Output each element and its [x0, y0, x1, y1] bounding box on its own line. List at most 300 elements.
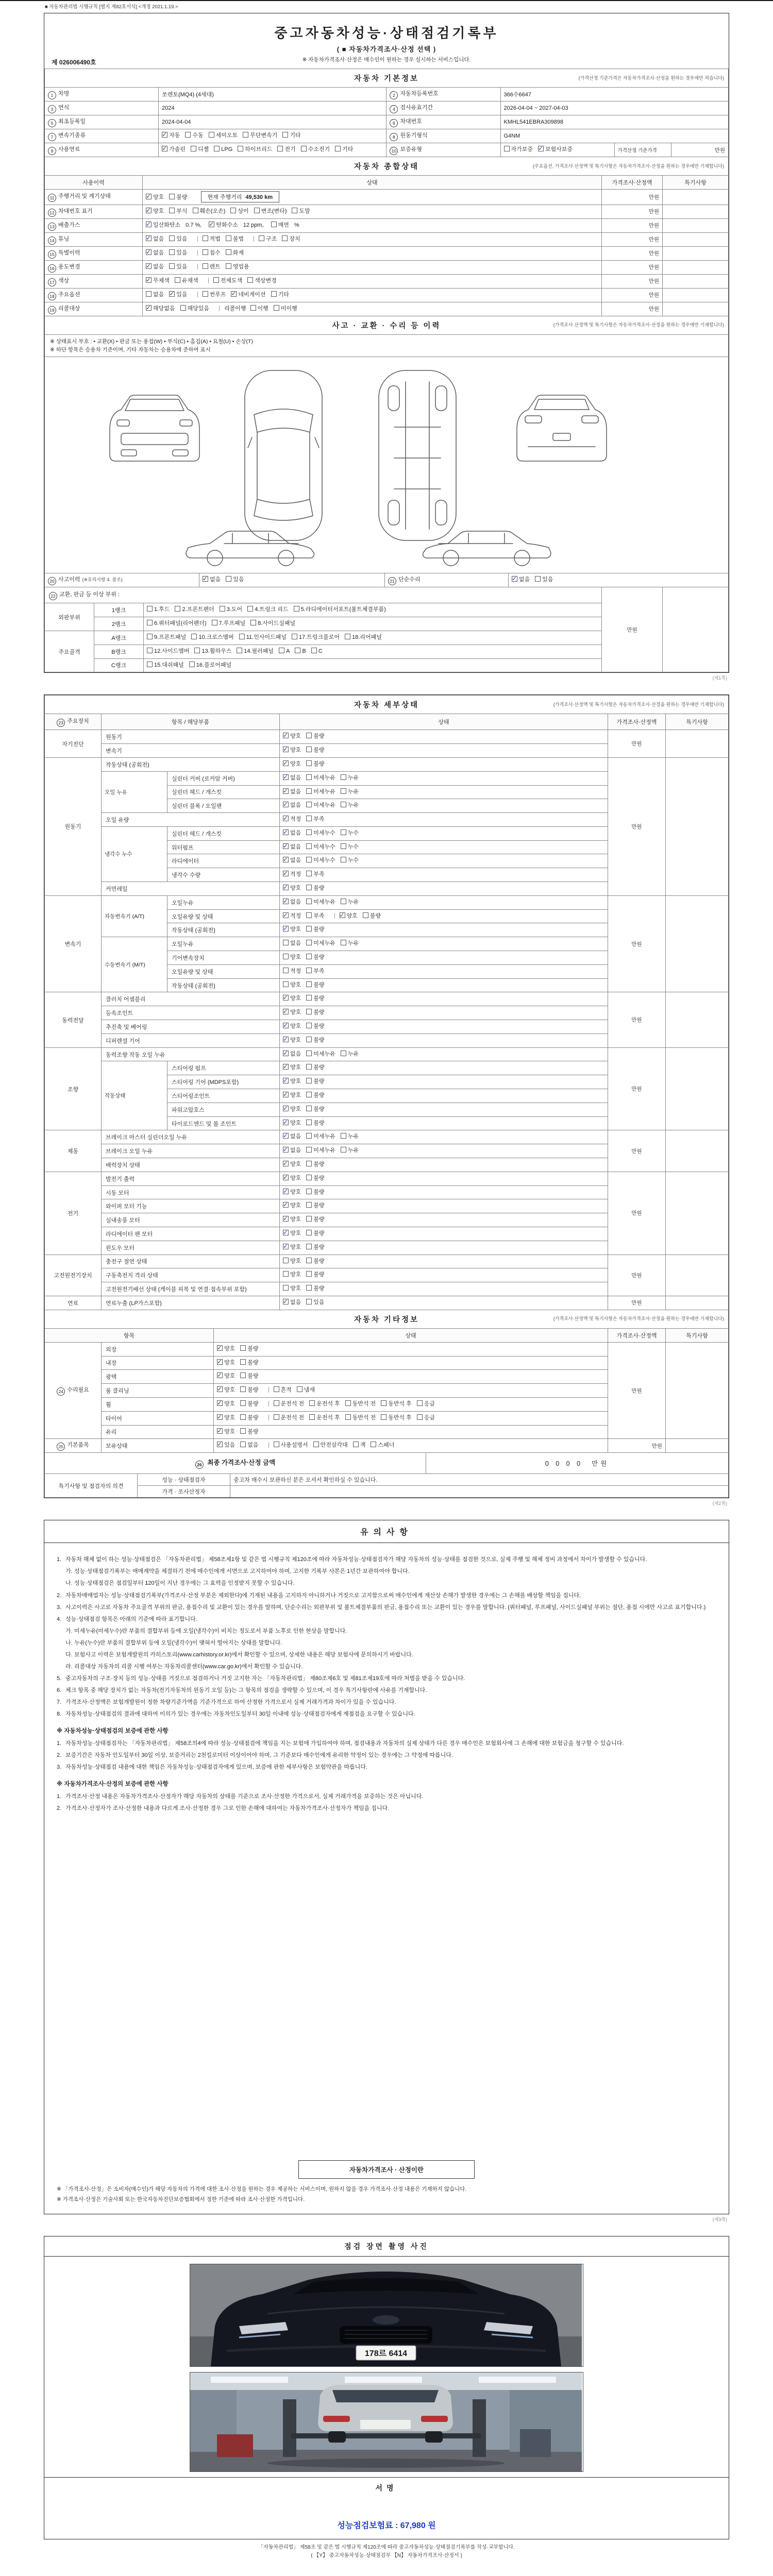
checkbox-option[interactable]	[240, 1344, 258, 1354]
checkbox-icon[interactable]	[243, 132, 248, 138]
checkbox-icon[interactable]	[283, 968, 289, 973]
checkbox-icon[interactable]	[341, 1050, 346, 1056]
checkbox-option[interactable]	[238, 145, 272, 155]
checkbox-option[interactable]	[282, 234, 300, 245]
checkbox-icon[interactable]	[363, 912, 368, 918]
checkbox-option[interactable]	[271, 290, 289, 300]
checkbox-icon[interactable]	[297, 1386, 303, 1392]
checkbox-option[interactable]	[175, 276, 198, 286]
checkbox-option[interactable]	[283, 1284, 301, 1294]
checkbox-icon[interactable]	[240, 1359, 246, 1365]
checkbox-checked-icon[interactable]	[217, 1345, 223, 1351]
checkbox-option[interactable]	[283, 939, 301, 949]
checkbox-icon[interactable]	[240, 1372, 246, 1378]
checkbox-option[interactable]	[306, 870, 324, 880]
checkbox-option[interactable]	[283, 967, 301, 977]
checkbox-option[interactable]	[283, 745, 301, 756]
checkbox-icon[interactable]	[306, 1023, 312, 1028]
checkbox-option[interactable]	[282, 131, 300, 141]
checkbox-option[interactable]	[306, 773, 335, 784]
checkbox-icon[interactable]	[341, 788, 346, 794]
checkbox-icon[interactable]	[306, 1189, 312, 1194]
checkbox-option[interactable]	[306, 1257, 324, 1267]
checkbox-option[interactable]	[306, 828, 335, 839]
checkbox-icon[interactable]	[306, 968, 312, 973]
checkbox-checked-icon[interactable]	[283, 829, 289, 835]
checkbox-option[interactable]	[277, 145, 295, 155]
checkbox-icon[interactable]	[306, 1271, 312, 1277]
checkbox-icon[interactable]	[306, 899, 312, 904]
checkbox-option[interactable]	[193, 207, 226, 217]
checkbox-option[interactable]	[146, 276, 170, 286]
checkbox-checked-icon[interactable]	[340, 912, 345, 918]
checkbox-icon[interactable]	[292, 208, 297, 213]
checkbox-option[interactable]	[309, 1413, 340, 1423]
checkbox-option[interactable]	[240, 1399, 258, 1410]
checkbox-option[interactable]	[240, 1358, 258, 1368]
checkbox-icon[interactable]	[250, 305, 256, 311]
checkbox-option[interactable]	[345, 1413, 376, 1423]
checkbox-icon[interactable]	[193, 208, 198, 213]
checkbox-icon[interactable]	[306, 1244, 312, 1249]
checkbox-option[interactable]	[283, 815, 301, 825]
checkbox-option[interactable]	[381, 1413, 412, 1423]
checkbox-checked-icon[interactable]	[283, 1147, 289, 1153]
checkbox-option[interactable]	[306, 1118, 324, 1129]
checkbox-option[interactable]	[306, 745, 324, 756]
checkbox-icon[interactable]	[146, 291, 152, 297]
checkbox-checked-icon[interactable]	[283, 1202, 289, 1208]
checkbox-option[interactable]	[259, 234, 277, 245]
checkbox-option[interactable]	[283, 732, 301, 742]
checkbox-option[interactable]	[341, 897, 359, 908]
checkbox-option[interactable]	[297, 1385, 315, 1396]
checkbox-option[interactable]	[313, 1440, 348, 1451]
checkbox-icon[interactable]	[295, 648, 300, 653]
checkbox-checked-icon[interactable]	[283, 1133, 289, 1139]
checkbox-option[interactable]	[226, 234, 244, 245]
checkbox-option[interactable]	[169, 234, 187, 245]
checkbox-icon[interactable]	[282, 132, 288, 138]
checkbox-option[interactable]	[147, 647, 189, 657]
checkbox-option[interactable]	[306, 1036, 324, 1046]
checkbox-option[interactable]	[381, 1399, 412, 1410]
checkbox-icon[interactable]	[203, 249, 208, 255]
checkbox-option[interactable]	[306, 801, 335, 811]
checkbox-checked-icon[interactable]	[146, 194, 152, 199]
checkbox-option[interactable]	[311, 647, 323, 657]
checkbox-option[interactable]	[309, 1399, 340, 1410]
checkbox-icon[interactable]	[274, 1414, 279, 1420]
checkbox-icon[interactable]	[306, 802, 312, 807]
checkbox-option[interactable]	[283, 1091, 301, 1101]
checkbox-option[interactable]	[240, 1440, 258, 1451]
checkbox-checked-icon[interactable]	[203, 576, 208, 582]
checkbox-option[interactable]	[341, 773, 359, 784]
checkbox-icon[interactable]	[209, 132, 214, 138]
checkbox-icon[interactable]	[274, 1442, 279, 1447]
checkbox-option[interactable]	[212, 619, 246, 629]
checkbox-icon[interactable]	[306, 1064, 312, 1070]
checkbox-icon[interactable]	[306, 774, 312, 780]
checkbox-icon[interactable]	[341, 829, 346, 835]
checkbox-checked-icon[interactable]	[283, 885, 289, 890]
checkbox-option[interactable]	[283, 1229, 301, 1239]
checkbox-option[interactable]	[185, 131, 203, 141]
checkbox-option[interactable]	[283, 1118, 301, 1129]
checkbox-checked-icon[interactable]	[283, 816, 289, 821]
checkbox-icon[interactable]	[214, 146, 220, 151]
checkbox-icon[interactable]	[169, 249, 175, 255]
checkbox-option[interactable]	[301, 145, 330, 155]
checkbox-checked-icon[interactable]	[283, 733, 289, 738]
checkbox-icon[interactable]	[306, 871, 312, 876]
checkbox-icon[interactable]	[306, 1037, 312, 1042]
checkbox-option[interactable]	[306, 1008, 324, 1018]
checkbox-icon[interactable]	[306, 1230, 312, 1235]
checkbox-option[interactable]	[306, 897, 335, 908]
checkbox-option[interactable]	[345, 1399, 376, 1410]
checkbox-icon[interactable]	[147, 648, 153, 653]
checkbox-icon[interactable]	[345, 1414, 351, 1420]
checkbox-option[interactable]	[535, 575, 553, 585]
checkbox-option[interactable]	[306, 1160, 324, 1170]
checkbox-option[interactable]	[237, 647, 274, 657]
checkbox-icon[interactable]	[220, 606, 225, 612]
checkbox-option[interactable]	[306, 1188, 324, 1198]
checkbox-checked-icon[interactable]	[283, 857, 289, 862]
checkbox-checked-icon[interactable]	[283, 1189, 289, 1194]
checkbox-option[interactable]	[371, 1440, 394, 1451]
checkbox-icon[interactable]	[306, 816, 312, 821]
checkbox-option[interactable]	[217, 1399, 235, 1410]
checkbox-option[interactable]	[230, 207, 248, 217]
checkbox-icon[interactable]	[313, 1442, 319, 1447]
checkbox-icon[interactable]	[191, 634, 197, 639]
checkbox-option[interactable]	[417, 1413, 435, 1423]
checkbox-icon[interactable]	[169, 208, 175, 213]
checkbox-option[interactable]	[306, 1174, 324, 1184]
checkbox-option[interactable]	[220, 605, 242, 615]
checkbox-icon[interactable]	[203, 263, 208, 269]
checkbox-icon[interactable]	[147, 634, 153, 639]
checkbox-icon[interactable]	[191, 146, 196, 151]
checkbox-icon[interactable]	[341, 857, 346, 862]
checkbox-option[interactable]	[169, 290, 187, 300]
checkbox-checked-icon[interactable]	[283, 871, 289, 876]
checkbox-icon[interactable]	[185, 132, 191, 138]
checkbox-icon[interactable]	[147, 620, 153, 625]
checkbox-option[interactable]	[274, 1385, 292, 1396]
checkbox-checked-icon[interactable]	[283, 1120, 289, 1125]
checkbox-option[interactable]	[217, 1385, 235, 1396]
checkbox-option[interactable]	[306, 911, 324, 922]
checkbox-checked-icon[interactable]	[146, 208, 152, 213]
checkbox-icon[interactable]	[341, 843, 346, 849]
checkbox-option[interactable]	[283, 1146, 301, 1156]
checkbox-option[interactable]	[306, 967, 324, 977]
checkbox-checked-icon[interactable]	[169, 291, 175, 297]
checkbox-option[interactable]	[274, 1399, 305, 1410]
checkbox-option[interactable]	[341, 1049, 359, 1060]
checkbox-icon[interactable]	[247, 606, 253, 612]
checkbox-option[interactable]	[306, 1077, 324, 1087]
checkbox-icon[interactable]	[306, 857, 312, 862]
checkbox-icon[interactable]	[240, 1345, 246, 1351]
checkbox-option[interactable]	[341, 842, 359, 853]
checkbox-option[interactable]	[250, 304, 268, 314]
checkbox-icon[interactable]	[504, 146, 510, 151]
checkbox-icon[interactable]	[301, 146, 307, 151]
checkbox-option[interactable]	[341, 1132, 359, 1142]
checkbox-icon[interactable]	[180, 305, 186, 311]
checkbox-option[interactable]	[203, 290, 226, 300]
checkbox-icon[interactable]	[240, 1400, 246, 1406]
checkbox-option[interactable]	[340, 911, 358, 922]
checkbox-option[interactable]	[306, 842, 335, 853]
checkbox-checked-icon[interactable]	[283, 788, 289, 794]
checkbox-checked-icon[interactable]	[146, 305, 152, 311]
checkbox-icon[interactable]	[226, 249, 231, 255]
checkbox-option[interactable]	[306, 980, 324, 991]
checkbox-option[interactable]	[169, 248, 187, 259]
checkbox-option[interactable]	[217, 1440, 235, 1451]
checkbox-icon[interactable]	[283, 954, 289, 959]
checkbox-option[interactable]	[231, 290, 265, 300]
checkbox-option[interactable]	[146, 262, 164, 273]
checkbox-option[interactable]	[283, 925, 301, 935]
checkbox-option[interactable]	[274, 1413, 305, 1423]
checkbox-option[interactable]	[147, 633, 186, 643]
checkbox-option[interactable]	[363, 911, 381, 922]
checkbox-option[interactable]	[169, 262, 187, 273]
checkbox-option[interactable]	[345, 633, 382, 643]
checkbox-checked-icon[interactable]	[146, 263, 152, 269]
checkbox-option[interactable]	[283, 1036, 301, 1046]
checkbox-icon[interactable]	[306, 940, 312, 945]
checkbox-option[interactable]	[217, 1413, 235, 1423]
checkbox-checked-icon[interactable]	[162, 146, 167, 151]
checkbox-checked-icon[interactable]	[283, 1023, 289, 1028]
checkbox-option[interactable]	[191, 145, 209, 155]
checkbox-icon[interactable]	[240, 1386, 246, 1392]
checkbox-checked-icon[interactable]	[217, 1442, 223, 1447]
checkbox-icon[interactable]	[277, 146, 283, 151]
checkbox-icon[interactable]	[341, 1133, 346, 1139]
checkbox-option[interactable]	[283, 994, 301, 1004]
checkbox-icon[interactable]	[306, 885, 312, 890]
checkbox-checked-icon[interactable]	[283, 747, 289, 752]
checkbox-checked-icon[interactable]	[283, 843, 289, 849]
checkbox-option[interactable]	[162, 145, 186, 155]
checkbox-icon[interactable]	[306, 747, 312, 752]
checkbox-checked-icon[interactable]	[146, 222, 152, 227]
checkbox-icon[interactable]	[345, 634, 350, 639]
checkbox-checked-icon[interactable]	[283, 1230, 289, 1235]
checkbox-option[interactable]	[306, 1229, 324, 1239]
checkbox-option[interactable]	[283, 911, 301, 922]
checkbox-option[interactable]	[283, 856, 301, 866]
checkbox-option[interactable]	[283, 801, 301, 811]
checkbox-option[interactable]	[240, 1427, 258, 1437]
checkbox-icon[interactable]	[335, 146, 341, 151]
checkbox-checked-icon[interactable]	[217, 1372, 223, 1378]
checkbox-option[interactable]	[283, 870, 301, 880]
checkbox-icon[interactable]	[294, 606, 299, 612]
checkbox-option[interactable]	[147, 605, 170, 615]
checkbox-option[interactable]	[283, 787, 301, 798]
checkbox-icon[interactable]	[381, 1400, 386, 1406]
checkbox-option[interactable]	[226, 575, 244, 585]
checkbox-checked-icon[interactable]	[283, 1092, 289, 1097]
checkbox-option[interactable]	[306, 1132, 335, 1142]
checkbox-icon[interactable]	[213, 277, 219, 283]
checkbox-icon[interactable]	[194, 648, 200, 653]
checkbox-checked-icon[interactable]	[283, 1078, 289, 1083]
checkbox-option[interactable]	[283, 1105, 301, 1115]
checkbox-icon[interactable]	[306, 1175, 312, 1180]
checkbox-option[interactable]	[162, 131, 180, 141]
checkbox-option[interactable]	[240, 1385, 258, 1396]
checkbox-option[interactable]	[274, 1440, 308, 1451]
checkbox-icon[interactable]	[274, 305, 279, 311]
checkbox-option[interactable]	[217, 1344, 235, 1354]
checkbox-option[interactable]	[191, 633, 233, 643]
checkbox-option[interactable]	[203, 262, 221, 273]
checkbox-option[interactable]	[306, 994, 324, 1004]
checkbox-option[interactable]	[292, 633, 340, 643]
checkbox-icon[interactable]	[175, 277, 180, 283]
checkbox-option[interactable]	[180, 304, 210, 314]
checkbox-checked-icon[interactable]	[283, 1106, 289, 1111]
checkbox-icon[interactable]	[306, 1258, 312, 1263]
checkbox-option[interactable]	[147, 619, 207, 629]
checkbox-option[interactable]	[283, 953, 301, 963]
checkbox-checked-icon[interactable]	[146, 249, 152, 255]
checkbox-option[interactable]	[283, 759, 301, 770]
checkbox-checked-icon[interactable]	[217, 1359, 223, 1365]
checkbox-icon[interactable]	[306, 760, 312, 766]
checkbox-option[interactable]	[306, 1063, 324, 1073]
checkbox-icon[interactable]	[306, 995, 312, 1001]
checkbox-option[interactable]	[283, 1022, 301, 1032]
checkbox-option[interactable]	[283, 1132, 301, 1142]
checkbox-option[interactable]	[214, 145, 232, 155]
checkbox-checked-icon[interactable]	[283, 1175, 289, 1180]
checkbox-option[interactable]	[283, 1160, 301, 1170]
checkbox-icon[interactable]	[306, 1147, 312, 1153]
checkbox-option[interactable]	[341, 939, 359, 949]
checkbox-option[interactable]	[217, 1427, 235, 1437]
checkbox-option[interactable]	[283, 1270, 301, 1280]
checkbox-option[interactable]	[292, 207, 310, 217]
checkbox-icon[interactable]	[341, 774, 346, 780]
checkbox-icon[interactable]	[306, 1009, 312, 1014]
checkbox-icon[interactable]	[271, 291, 277, 297]
checkbox-icon[interactable]	[341, 940, 346, 945]
checkbox-option[interactable]	[283, 1201, 301, 1211]
checkbox-checked-icon[interactable]	[283, 926, 289, 931]
checkbox-checked-icon[interactable]	[283, 1244, 289, 1249]
checkbox-option[interactable]	[283, 897, 301, 908]
checkbox-option[interactable]	[146, 234, 164, 245]
checkbox-option[interactable]	[306, 953, 324, 963]
checkbox-icon[interactable]	[175, 606, 180, 612]
checkbox-icon[interactable]	[306, 1216, 312, 1222]
checkbox-option[interactable]	[240, 1371, 258, 1382]
checkbox-checked-icon[interactable]	[283, 1037, 289, 1042]
checkbox-icon[interactable]	[306, 829, 312, 835]
checkbox-icon[interactable]	[283, 1258, 289, 1263]
checkbox-option[interactable]	[306, 1201, 324, 1211]
checkbox-option[interactable]	[341, 856, 359, 866]
checkbox-option[interactable]	[146, 221, 180, 231]
checkbox-option[interactable]	[146, 290, 164, 300]
checkbox-checked-icon[interactable]	[217, 1386, 223, 1392]
checkbox-option[interactable]	[335, 145, 353, 155]
checkbox-icon[interactable]	[147, 662, 153, 667]
checkbox-option[interactable]	[353, 1440, 366, 1451]
checkbox-icon[interactable]	[353, 1442, 359, 1447]
checkbox-option[interactable]	[146, 304, 175, 314]
checkbox-icon[interactable]	[306, 1050, 312, 1056]
checkbox-option[interactable]	[283, 1243, 301, 1253]
checkbox-option[interactable]	[203, 234, 221, 245]
checkbox-option[interactable]	[283, 1063, 301, 1073]
checkbox-option[interactable]	[341, 1146, 359, 1156]
checkbox-icon[interactable]	[283, 1285, 289, 1291]
checkbox-option[interactable]	[306, 939, 335, 949]
checkbox-option[interactable]	[189, 660, 231, 671]
checkbox-icon[interactable]	[230, 208, 236, 213]
checkbox-checked-icon[interactable]	[538, 146, 544, 151]
checkbox-icon[interactable]	[274, 1386, 279, 1392]
checkbox-option[interactable]	[341, 787, 359, 798]
checkbox-icon[interactable]	[240, 1442, 246, 1447]
checkbox-icon[interactable]	[238, 146, 243, 151]
checkbox-option[interactable]	[306, 1270, 324, 1280]
checkbox-icon[interactable]	[306, 1202, 312, 1208]
checkbox-icon[interactable]	[239, 634, 245, 639]
checkbox-icon[interactable]	[259, 235, 264, 241]
checkbox-option[interactable]	[295, 647, 306, 657]
checkbox-option[interactable]	[209, 131, 238, 141]
checkbox-icon[interactable]	[306, 1133, 312, 1139]
checkbox-option[interactable]	[146, 207, 164, 217]
checkbox-option[interactable]	[271, 221, 289, 231]
checkbox-option[interactable]	[283, 1008, 301, 1018]
checkbox-option[interactable]	[341, 828, 359, 839]
checkbox-option[interactable]	[306, 1049, 335, 1060]
checkbox-option[interactable]	[341, 801, 359, 811]
checkbox-icon[interactable]	[371, 1442, 376, 1447]
checkbox-icon[interactable]	[417, 1400, 423, 1406]
checkbox-icon[interactable]	[381, 1414, 386, 1420]
checkbox-icon[interactable]	[283, 981, 289, 987]
checkbox-option[interactable]	[209, 221, 238, 231]
checkbox-icon[interactable]	[169, 235, 175, 241]
checkbox-checked-icon[interactable]	[283, 1216, 289, 1222]
checkbox-option[interactable]	[306, 787, 335, 798]
checkbox-option[interactable]	[213, 276, 243, 286]
checkbox-option[interactable]	[306, 1215, 324, 1225]
checkbox-icon[interactable]	[240, 1428, 246, 1434]
checkbox-icon[interactable]	[147, 606, 153, 612]
checkbox-icon[interactable]	[306, 912, 312, 918]
checkbox-checked-icon[interactable]	[512, 576, 517, 582]
checkbox-icon[interactable]	[306, 1161, 312, 1166]
checkbox-option[interactable]	[203, 248, 221, 259]
